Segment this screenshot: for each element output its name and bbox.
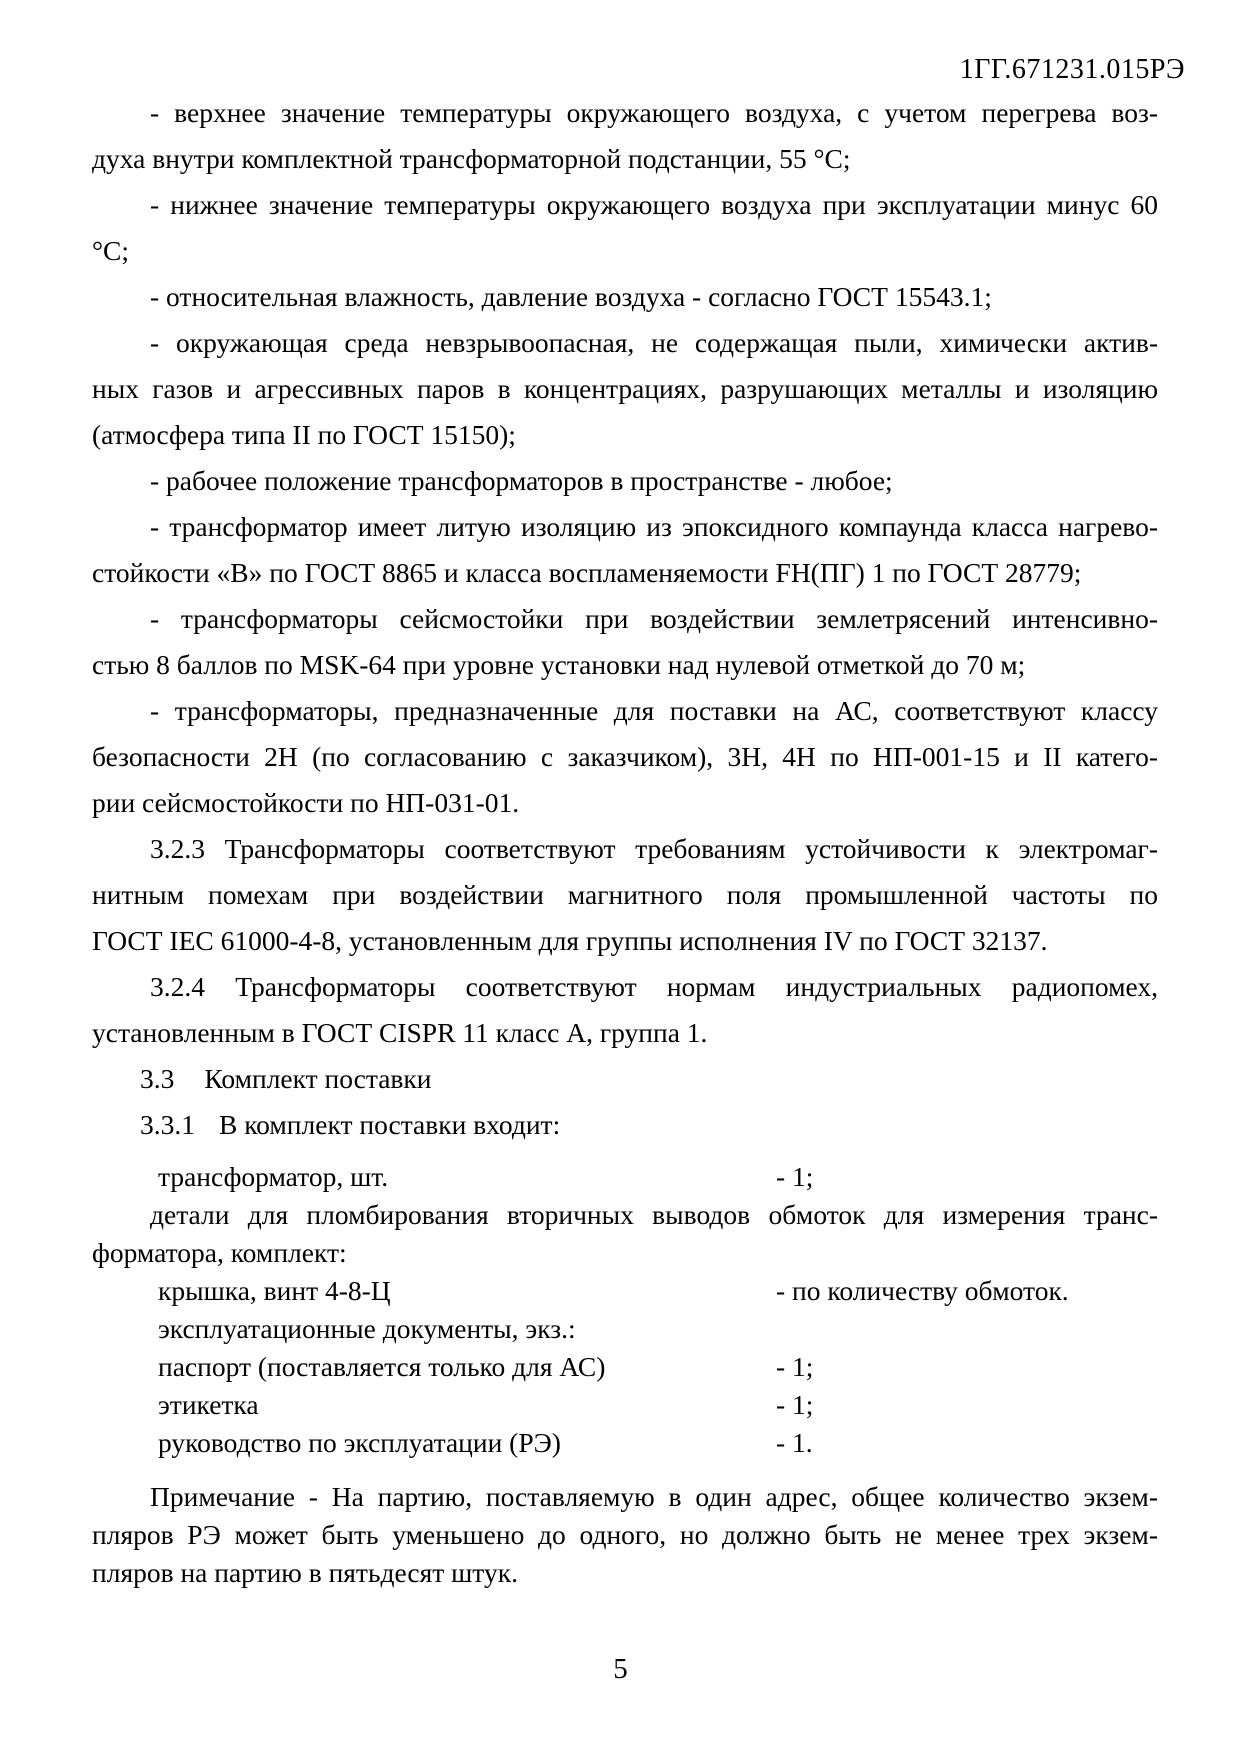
- text-line: - трансформаторы, предназначенные для поставки на АС, соответствуют классу: [150, 695, 1158, 726]
- kit-item-label: этикетка: [158, 1389, 259, 1420]
- paragraph: [92, 182, 1158, 274]
- text-line: - рабочее положение трансформаторов в пространстве - любое;: [150, 465, 893, 496]
- text-line: (атмосфера типа II по ГОСТ 15150);: [92, 419, 516, 450]
- text-line: - окружающая среда невзрывоопасная, не содержащая пыли, химически актив-: [150, 327, 1158, 358]
- kit-item-label: эксплуатационные документы, экз.:: [158, 1313, 576, 1344]
- paragraph: [92, 596, 1158, 688]
- text-line: детали для пломбирования вторичных выводов обмоток для измерения транс-: [150, 1199, 1158, 1230]
- text-line: 3.2.4 Трансформаторы соответствуют нормам индустриальных радиопомех,: [150, 971, 1158, 1002]
- paragraph: [92, 688, 1158, 826]
- kit-item-label: руководство по эксплуатации (РЭ): [158, 1427, 561, 1458]
- paragraph: [92, 826, 1158, 964]
- text-line: стью 8 баллов по MSK-64 при уровне установки над нулевой отметкой до 70 м;: [92, 649, 1026, 680]
- subsection-heading: [92, 1102, 1158, 1148]
- paragraph: [92, 964, 1158, 1056]
- subsection-number: 3.3.1: [140, 1109, 195, 1140]
- text-line: пляров на партию в пятьдесят штук.: [92, 1557, 518, 1588]
- kit-item-quantity: - 1;: [776, 1389, 814, 1420]
- text-line: - верхнее значение температуры окружающего воздуха, с учетом перегрева воз-: [150, 97, 1158, 128]
- text-line: форматора, комплект:: [92, 1237, 347, 1268]
- paragraph: [92, 458, 1158, 504]
- kit-item-row: [92, 1424, 1158, 1462]
- text-line: - трансформаторы сейсмостойки при воздействии землетрясений интенсивно-: [150, 603, 1158, 634]
- paragraph: [92, 504, 1158, 596]
- text-line: - трансформатор имеет литую изоляцию из эпоксидного компаунда класса нагрево-: [150, 511, 1158, 542]
- kit-item-label: трансформатор, шт.: [158, 1161, 389, 1192]
- kit-item-quantity: - 1.: [776, 1427, 813, 1458]
- paragraph: [92, 90, 1158, 182]
- page-number: 5: [613, 1653, 628, 1685]
- text-line: духа внутри комплектной трансформаторной подстанции, 55 °С;: [92, 143, 851, 174]
- note-paragraph: [92, 1478, 1158, 1592]
- kit-item-row: [92, 1348, 1158, 1386]
- text-line: ных газов и агрессивных паров в концентрациях, разрушающих металлы и изоляцию: [92, 373, 1158, 404]
- text-line: стойкости «В» по ГОСТ 8865 и класса воспламеняемости FH(ПГ) 1 по ГОСТ 28779;: [92, 557, 1082, 588]
- kit-item-quantity: - по количеству обмоток.: [776, 1275, 1069, 1306]
- document-body: [92, 90, 1158, 1592]
- kit-item-row: [92, 1310, 1158, 1348]
- kit-item-row: [92, 1272, 1158, 1310]
- text-line: - относительная влажность, давление воздуха - согласно ГОСТ 15543.1;: [150, 281, 992, 312]
- kit-item-label: паспорт (поставляется только для АС): [158, 1351, 606, 1382]
- doc-number: 1ГГ.671231.015РЭ: [959, 54, 1185, 85]
- kit-item-row: [92, 1386, 1158, 1424]
- text-line: безопасности 2Н (по согласованию с заказчиком), 3Н, 4Н по НП-001-15 и II катего-: [92, 741, 1158, 772]
- kit-item-wrapped: [92, 1196, 1158, 1272]
- section-heading: [92, 1056, 1158, 1102]
- text-line: нитным помехам при воздействии магнитного поля промышленной частоты по: [92, 879, 1158, 910]
- kit-item-quantity: - 1;: [776, 1351, 814, 1382]
- text-line: Примечание - На партию, поставляемую в один адрес, общее количество экзем-: [150, 1481, 1158, 1512]
- kit-item-row: [92, 1158, 1158, 1196]
- technical-requirements-paragraphs: [92, 90, 1158, 1056]
- paragraph: [92, 320, 1158, 458]
- section-number: 3.3: [140, 1063, 175, 1094]
- section-title: Комплект поставки: [204, 1063, 432, 1094]
- kit-item-quantity: - 1;: [776, 1161, 814, 1192]
- delivery-set-list: [92, 1158, 1158, 1462]
- text-line: ГОСТ IEC 61000-4-8, установленным для группы исполнения IV по ГОСТ 32137.: [92, 925, 1048, 956]
- text-line: 3.2.3 Трансформаторы соответствуют требованиям устойчивости к электромаг-: [150, 833, 1158, 864]
- subsection-title: В комплект поставки входит:: [219, 1109, 561, 1140]
- text-line: - нижнее значение температуры окружающего воздуха при эксплуатации минус 60 °С;: [92, 189, 1158, 266]
- kit-item-label: крышка, винт 4-8-Ц: [158, 1275, 391, 1306]
- paragraph: [92, 274, 1158, 320]
- text-line: рии сейсмостойкости по НП-031-01.: [92, 787, 520, 818]
- text-line: установленным в ГОСТ CISPR 11 класс А, группа 1.: [92, 1017, 708, 1048]
- text-line: пляров РЭ может быть уменьшено до одного, но должно быть не менее трех экзем-: [92, 1519, 1158, 1550]
